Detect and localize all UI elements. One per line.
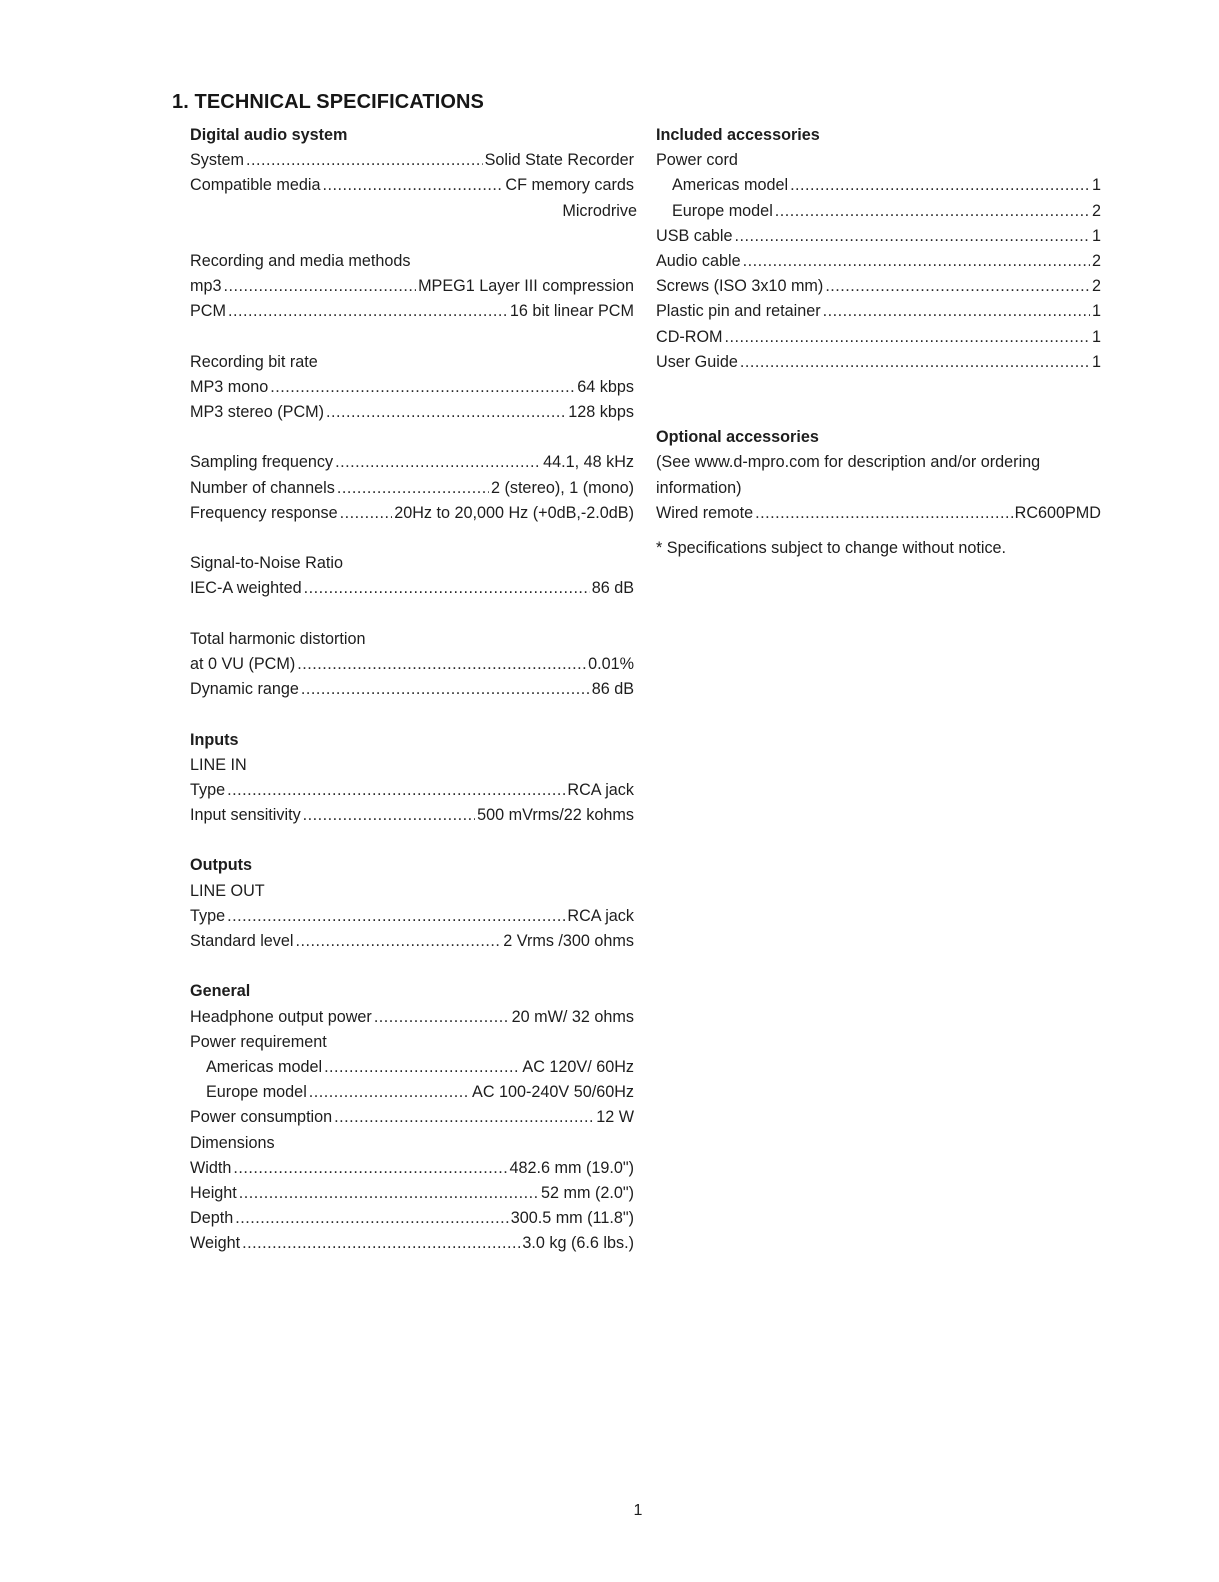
spec-label: Type: [190, 906, 226, 925]
spec-row-system: [190, 148, 634, 173]
section-heading-thd: Total harmonic distortion: [190, 629, 366, 648]
leader-dots: [335, 450, 541, 475]
leader-dots: [334, 1105, 594, 1130]
spec-label: Standard level: [190, 932, 294, 950]
spec-label: Americas model: [206, 1057, 323, 1076]
spec-value: Microdrive: [562, 201, 637, 220]
spec-value: 500 mVrms/22 kohms: [477, 806, 634, 825]
spec-row-output-type: [190, 904, 634, 929]
leader-dots: [340, 501, 393, 526]
spec-row-width: [190, 1156, 634, 1181]
spec-label: Americas model: [672, 176, 789, 195]
spec-value: 300.5 mm (11.8"): [510, 1209, 634, 1228]
spec-value: RCA jack: [567, 906, 634, 925]
leader-dots: [324, 1055, 520, 1080]
spec-label: Weight: [190, 1234, 241, 1253]
spec-label: Audio cable: [656, 251, 741, 270]
specification-notice: * Specifications subject to change without notice.: [656, 539, 1007, 557]
spec-value: CF memory cards: [505, 176, 634, 195]
leader-dots: [740, 350, 1090, 375]
leader-dots: [775, 199, 1090, 224]
leader-dots: [233, 1156, 507, 1181]
spec-value: 16 bit linear PCM: [509, 302, 634, 321]
spec-row-power-consumption: [190, 1105, 634, 1130]
spec-row-sampling-frequency: [190, 450, 634, 475]
spec-label: Screws (ISO 3x10 mm): [656, 277, 824, 296]
leader-dots: [322, 173, 503, 198]
spec-label: Plastic pin and retainer: [656, 302, 821, 321]
leader-dots: [725, 325, 1090, 350]
spec-value: 2: [1091, 251, 1101, 270]
leader-dots: [228, 299, 508, 324]
subheading-power-cord: Power cord: [656, 151, 738, 170]
accessory-row-cord-americas: [656, 173, 1101, 198]
spec-row-mp3-mono: [190, 375, 634, 400]
spec-value: 44.1, 48 kHz: [543, 453, 634, 472]
accessory-row-cd-rom: [656, 325, 1101, 350]
left-spec-column: [190, 123, 637, 1256]
spec-value: 2: [1091, 201, 1101, 220]
leader-dots: [823, 299, 1090, 324]
accessory-row-usb-cable: [656, 224, 1101, 249]
leader-dots: [297, 652, 586, 677]
leader-dots: [337, 476, 489, 501]
spec-value: 2 (stereo), 1 (mono): [490, 478, 634, 497]
page-number: 1: [633, 1502, 643, 1519]
spec-row-mp3: [190, 274, 634, 299]
spec-value: MPEG1 Layer III compression: [418, 277, 634, 296]
leader-dots: [326, 400, 566, 425]
spec-label: Wired remote: [656, 503, 754, 522]
section-heading-bit-rate: Recording bit rate: [190, 352, 318, 371]
spec-label: System: [190, 151, 244, 170]
spec-label: PCM: [190, 302, 226, 321]
leader-dots: [224, 274, 417, 299]
spec-row-height: [190, 1181, 634, 1206]
spec-row-power-europe: [190, 1080, 634, 1105]
spacer: [656, 375, 1101, 400]
leader-dots: [227, 904, 565, 929]
spec-label: Width: [190, 1158, 232, 1177]
page-title: 1. TECHNICAL SPECIFICATIONS: [172, 91, 484, 113]
spec-value: AC 120V/ 60Hz: [522, 1057, 634, 1076]
spec-value: 1: [1091, 226, 1101, 245]
optional-description-line-2: information): [656, 478, 742, 497]
spacer: [190, 602, 634, 627]
spec-value: 2 Vrms /300 ohms: [503, 932, 634, 950]
spacer: [190, 425, 634, 450]
spec-row-mp3-stereo: [190, 400, 634, 425]
section-heading-included-accessories: Included accessories: [656, 126, 820, 144]
spec-value: 482.6 mm (19.0"): [509, 1158, 634, 1177]
spec-label: Frequency response: [190, 503, 338, 522]
spec-value: Solid State Recorder: [484, 151, 634, 170]
spec-row-pcm: [190, 299, 634, 324]
spec-value: RCA jack: [567, 780, 634, 799]
leader-dots: [296, 929, 502, 954]
spec-value: 3.0 kg (6.6 lbs.): [522, 1234, 634, 1253]
accessory-row-cord-europe: [656, 199, 1101, 224]
spec-label: IEC-A weighted: [190, 579, 302, 598]
section-heading-inputs: Inputs: [190, 730, 239, 749]
spec-row-media-continued: [190, 199, 637, 224]
spec-row-standard-level: [190, 929, 634, 954]
spec-label: Europe model: [206, 1083, 307, 1102]
spec-label: Input sensitivity: [190, 806, 301, 825]
spec-label: at 0 VU (PCM): [190, 654, 296, 673]
leader-dots: [303, 803, 475, 828]
spec-value: 86 dB: [591, 579, 634, 598]
optional-description-line-1: (See www.d-mpro.com for description and/or ordering: [656, 453, 1041, 472]
spacer: [190, 702, 634, 727]
spec-row-headphone-power: [190, 1005, 634, 1030]
spec-value: 128 kbps: [568, 403, 634, 422]
spec-label: Type: [190, 780, 226, 799]
spec-label: Sampling frequency: [190, 453, 334, 472]
spec-label: Height: [190, 1183, 237, 1202]
spec-value: 1: [1091, 327, 1101, 346]
section-heading-recording-methods: Recording and media methods: [190, 251, 411, 270]
subheading-dimensions: Dimensions: [190, 1133, 275, 1152]
spec-value: 1: [1091, 302, 1101, 321]
leader-dots: [246, 148, 483, 173]
accessory-row-plastic-pin: [656, 299, 1101, 324]
right-spec-column: [656, 123, 1101, 561]
spec-value: 1: [1091, 352, 1101, 371]
spec-row-weight: [190, 1231, 634, 1256]
spacer: [190, 325, 634, 350]
accessory-row-screws: [656, 274, 1101, 299]
spacer: [190, 224, 634, 249]
leader-dots: [235, 1206, 508, 1231]
accessory-row-user-guide: [656, 350, 1101, 375]
accessory-row-wired-remote: [656, 501, 1101, 526]
spec-row-frequency-response: [190, 501, 634, 526]
leader-dots: [301, 677, 590, 702]
spec-value: 86 dB: [591, 680, 634, 699]
leader-dots: [242, 1231, 520, 1256]
spec-value: 1: [1091, 176, 1101, 195]
spec-label: mp3: [190, 277, 222, 296]
spec-label: Dynamic range: [190, 680, 299, 699]
spec-row-thd-vu: [190, 652, 634, 677]
subheading-line-out: LINE OUT: [190, 881, 265, 900]
leader-dots: [309, 1080, 470, 1105]
spec-value: 52 mm (2.0"): [541, 1183, 634, 1202]
section-heading-digital-audio: Digital audio system: [190, 126, 348, 144]
spec-label: MP3 stereo (PCM): [190, 403, 325, 422]
leader-dots: [755, 501, 1012, 526]
spec-row-dynamic-range: [190, 677, 634, 702]
leader-dots: [825, 274, 1090, 299]
spec-label: USB cable: [656, 226, 733, 245]
spec-row-channels: [190, 476, 634, 501]
spec-label: CD-ROM: [656, 327, 723, 346]
spec-value: 64 kbps: [577, 377, 634, 396]
spec-label: Power consumption: [190, 1108, 333, 1127]
leader-dots: [374, 1005, 510, 1030]
spec-label: Depth: [190, 1209, 234, 1228]
leader-dots: [304, 576, 590, 601]
leader-dots: [239, 1181, 539, 1206]
spec-label: Headphone output power: [190, 1007, 372, 1026]
section-heading-optional-accessories: Optional accessories: [656, 428, 819, 447]
leader-dots: [227, 778, 565, 803]
spec-row-iec-weighted: [190, 576, 634, 601]
spacer: [190, 954, 634, 979]
spec-row-compatible-media: [190, 173, 634, 198]
spec-value: 20 mW/ 32 ohms: [511, 1007, 634, 1026]
leader-dots: [743, 249, 1090, 274]
leader-dots: [790, 173, 1090, 198]
spec-row-depth: [190, 1206, 634, 1231]
subheading-power-requirement: Power requirement: [190, 1032, 327, 1051]
spec-value: RC600PMD: [1014, 503, 1101, 522]
section-heading-outputs: Outputs: [190, 856, 253, 875]
section-heading-general: General: [190, 982, 251, 1001]
spec-value: 20Hz to 20,000 Hz (+0dB,-2.0dB): [394, 503, 634, 522]
spec-row-input-sensitivity: [190, 803, 634, 828]
spec-label: Number of channels: [190, 478, 335, 497]
spec-value: 0.01%: [588, 654, 634, 673]
subheading-line-in: LINE IN: [190, 755, 247, 774]
spacer: [190, 526, 634, 551]
spec-value: AC 100-240V 50/60Hz: [472, 1083, 634, 1102]
accessory-row-audio-cable: [656, 249, 1101, 274]
spec-label: Compatible media: [190, 176, 321, 195]
section-heading-snr: Signal-to-Noise Ratio: [190, 554, 343, 573]
spacer: [656, 400, 1101, 425]
spec-label: Europe model: [672, 201, 773, 220]
spec-value: 2: [1091, 277, 1101, 296]
spec-label: User Guide: [656, 352, 738, 371]
leader-dots: [270, 375, 575, 400]
spec-label: MP3 mono: [190, 377, 269, 396]
spec-row-power-americas: [190, 1055, 634, 1080]
spacer: [190, 828, 634, 853]
leader-dots: [734, 224, 1090, 249]
spec-value: 12 W: [596, 1108, 634, 1127]
spec-row-input-type: [190, 778, 634, 803]
